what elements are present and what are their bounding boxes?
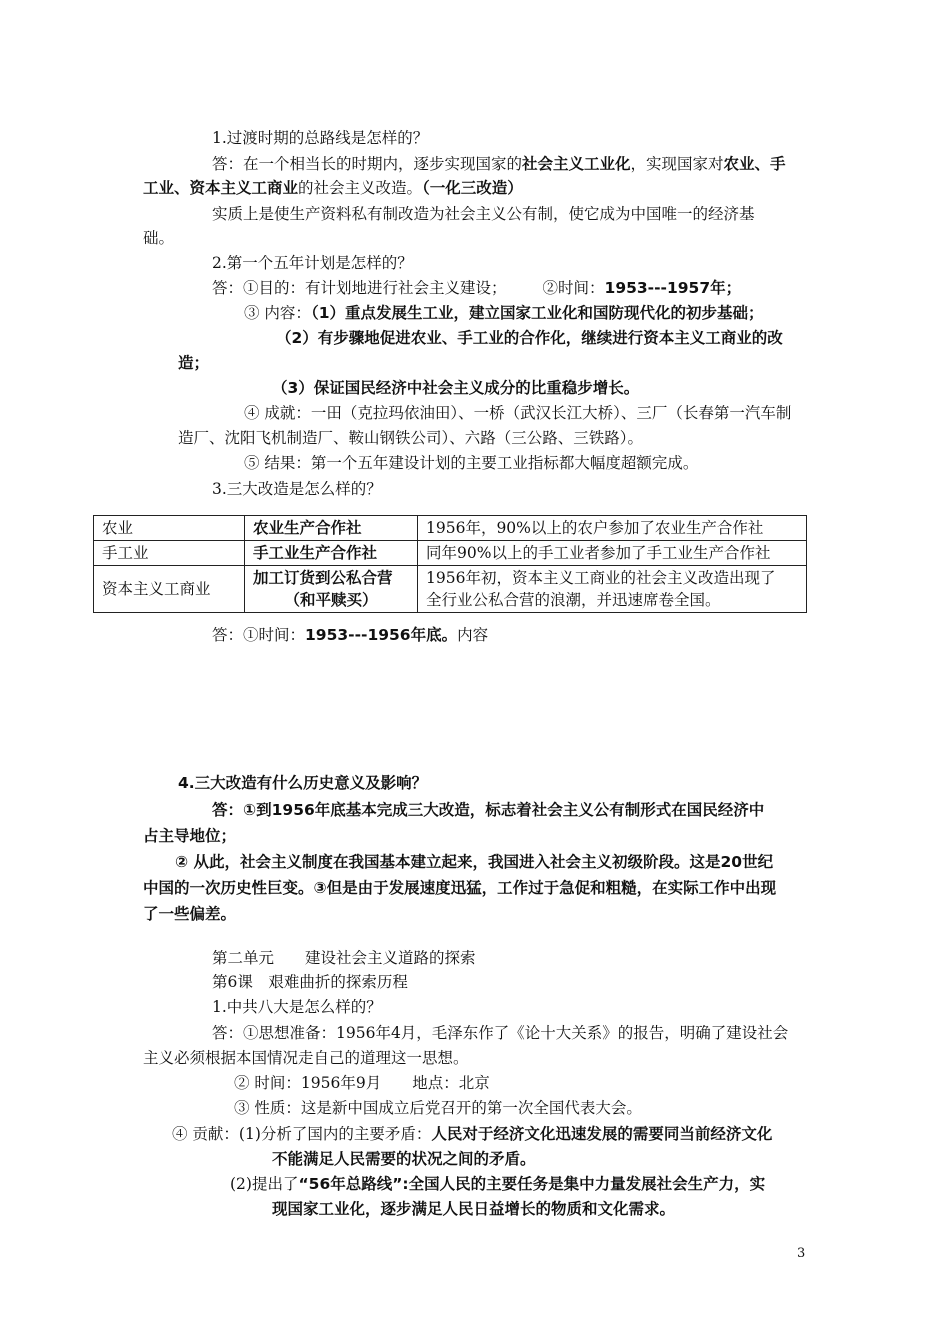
unit2-contribution-line4: 现国家工业化，逐步满足人民日益增长的物质和文化需求。 bbox=[272, 1200, 676, 1218]
page-number: 3 bbox=[797, 1246, 806, 1261]
q2-purpose: 答：①目的：有计划地进行社会主义建设； bbox=[212, 279, 507, 297]
q1-essence-line1: 实质上是使生产资料私有制改造为社会主义公有制，使它成为中国唯一的经济基 bbox=[212, 205, 755, 223]
table-cell-desc: 1956年，90%以上的农户参加了农业生产合作社 bbox=[418, 516, 807, 541]
unit2-q1-title: 1.中共八大是怎么样的？ bbox=[212, 998, 382, 1016]
q2-achievement-line2: 造厂、沈阳飞机制造厂、鞍山钢铁公司）、六路（三公路、三铁路）。 bbox=[178, 429, 644, 447]
unit2-contribution-line3 bbox=[230, 1172, 765, 1196]
q1-line2-b: 的社会主义改造。 bbox=[298, 179, 423, 197]
unit2-prep-line2: 主义必须根据本国情况走自己的道理这一思想。 bbox=[143, 1049, 469, 1067]
q1-answer-line2 bbox=[143, 176, 523, 200]
unit2-contrib-2a: “56年总路线”:全国人民的主要任务是集中力量发展社会生产力，实 bbox=[298, 1175, 766, 1193]
q3-answer-c: 内容 bbox=[457, 626, 489, 644]
q1-answer-line1 bbox=[212, 152, 786, 176]
table-cell-desc-line2: 全行业公私合营的浪潮，并迅速席卷全国。 bbox=[426, 591, 721, 609]
q3-answer-b: 1953---1956年底。 bbox=[305, 626, 458, 644]
transformation-table bbox=[93, 515, 807, 613]
unit2-contrib-1: 人民对于经济文化迅速发展的需要同当前经济文化 bbox=[431, 1125, 773, 1143]
q1-answer-c: ，实现国家对 bbox=[630, 155, 724, 173]
q2-time-value: 1953---1957年； bbox=[604, 279, 742, 297]
table-cell-desc: 同年90%以上的手工业者参加了手工业生产合作社 bbox=[418, 541, 807, 566]
table-cell-form-line1: 加工订货到公私合营 bbox=[253, 569, 393, 587]
table-cell-form-line2: （和平赎买） bbox=[284, 591, 378, 609]
table-row bbox=[94, 516, 807, 541]
q4-line3: ② 从此，社会主义制度在我国基本建立起来，我国进入社会主义初级阶段。这是20世纪 bbox=[175, 853, 774, 871]
unit2-contribution-line2: 不能满足人民需要的状况之间的矛盾。 bbox=[272, 1150, 536, 1168]
table-cell-form: 手工业生产合作社 bbox=[245, 541, 418, 566]
q4-title: 4.三大改造有什么历史意义及影响？ bbox=[178, 774, 428, 792]
q4-line5: 了一些偏差。 bbox=[143, 905, 237, 923]
table-row bbox=[94, 541, 807, 566]
q4-line1: 答：①到1956年底基本完成三大改造，标志着社会主义公有制形式在国民经济中 bbox=[212, 801, 765, 819]
q2-content-2a: （2）有步骤地促进农业、手工业的合作化，继续进行资本主义工商业的改 bbox=[276, 329, 783, 347]
table-cell-sector: 资本主义工商业 bbox=[94, 566, 245, 613]
unit2-nature: ③ 性质：这是新中国成立后党召开的第一次全国代表大会。 bbox=[234, 1099, 642, 1117]
q2-content-2b: 造； bbox=[178, 354, 210, 372]
q1-line2-a: 工业、资本主义工商业 bbox=[143, 179, 299, 197]
q1-answer-a: 答：在一个相当长的时期内，逐步实现国家的 bbox=[212, 155, 523, 173]
q3-answer-a: 答：①时间： bbox=[212, 626, 306, 644]
q2-content-3: （3）保证国民经济中社会主义成分的比重稳步增长。 bbox=[272, 379, 640, 397]
table-row bbox=[94, 566, 807, 613]
q2-content-1: （1）重点发展生工业，建立国家工业化和国防现代化的初步基础； bbox=[310, 304, 764, 322]
unit2-contribution-line1 bbox=[172, 1122, 772, 1146]
lesson-heading: 第6课 艰难曲折的探索历程 bbox=[212, 973, 408, 991]
q2-content-line1 bbox=[244, 301, 763, 325]
unit2-prep-line1: 答：①思想准备：1956年4月，毛泽东作了《论十大关系》的报告，明确了建设社会 bbox=[212, 1024, 789, 1042]
unit2-contrib2-label: (2)提出了 bbox=[230, 1175, 299, 1193]
q2-purpose-time bbox=[212, 276, 741, 300]
q1-essence-line2: 础。 bbox=[143, 229, 175, 247]
table-cell-desc-line1: 1956年初，资本主义工商业的社会主义改造出现了 bbox=[426, 569, 776, 587]
table-cell-sector: 手工业 bbox=[94, 541, 245, 566]
unit-heading: 第二单元 建设社会主义道路的探索 bbox=[212, 949, 476, 967]
table-cell-desc bbox=[418, 566, 807, 613]
q2-result: ⑤ 结果：第一个五年建设计划的主要工业指标都大幅度超额完成。 bbox=[244, 454, 699, 472]
table-cell-form bbox=[245, 566, 418, 613]
q2-content-label: ③ 内容： bbox=[244, 304, 311, 322]
q2-achievement-line1: ④ 成就：一田（克拉玛依油田）、一桥（武汉长江大桥）、三厂（长春第一汽车制 bbox=[244, 404, 792, 422]
q1-title: 1.过渡时期的总路线是怎样的？ bbox=[212, 129, 429, 147]
q3-title: 3.三大改造是怎么样的？ bbox=[212, 480, 382, 498]
table-cell-sector: 农业 bbox=[94, 516, 245, 541]
table-cell-form: 农业生产合作社 bbox=[245, 516, 418, 541]
q4-line2: 占主导地位； bbox=[143, 827, 237, 845]
q2-title: 2.第一个五年计划是怎样的？ bbox=[212, 254, 413, 272]
q4-line4: 中国的一次历史性巨变。③但是由于发展速度迅猛，工作过于急促和粗糙，在实际工作中出现 bbox=[143, 879, 777, 897]
unit2-time-place: ② 时间：1956年9月 地点：北京 bbox=[234, 1074, 490, 1092]
q1-answer-b: 社会主义工业化 bbox=[522, 155, 631, 173]
q3-answer bbox=[212, 623, 488, 647]
q1-line2-c: （一化三改造） bbox=[422, 179, 523, 197]
unit2-contrib-label: ④ 贡献：(1)分析了国内的主要矛盾： bbox=[172, 1125, 432, 1143]
q2-time-label: ②时间： bbox=[542, 279, 605, 297]
q1-answer-d: 农业、手 bbox=[723, 155, 786, 173]
